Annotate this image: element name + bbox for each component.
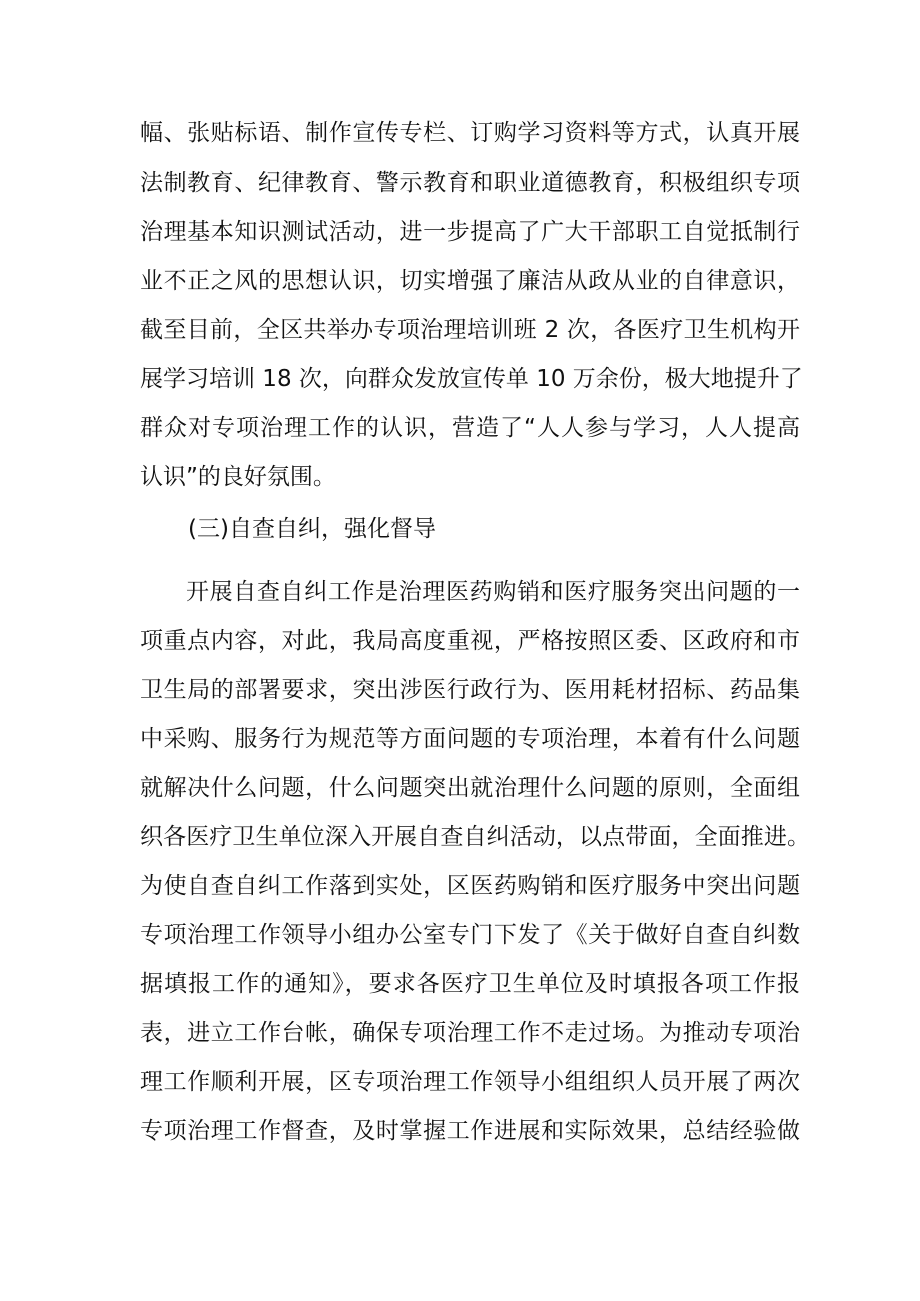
paragraph-2-line-5	[0, 764, 920, 812]
paragraph-2-line-11	[0, 1058, 920, 1106]
paragraph-1-line-4	[0, 257, 920, 305]
text-line: 专项治理工作督查，及时掌握工作进展和实际效果，总结经验做	[140, 1118, 800, 1144]
paragraph-1-line-5	[0, 306, 920, 354]
text-line: 治理基本知识测试活动，进一步提高了广大干部职工自觉抵制行	[140, 219, 800, 245]
paragraph-1-line-6	[0, 355, 920, 403]
paragraph-2-line-4	[0, 715, 920, 763]
text-line: 中采购、服务行为规范等方面问题的专项治理，本着有什么问题	[140, 726, 800, 752]
paragraph-1-line-8	[0, 453, 920, 501]
text-line: 幅、张贴标语、制作宣传专栏、订购学习资料等方式，认真开展	[140, 120, 800, 146]
text-line: 法制教育、纪律教育、警示教育和职业道德教育，积极组织专项	[140, 170, 800, 196]
text-line: 认识”的良好氛围。	[140, 464, 336, 490]
paragraph-1-line-2	[0, 159, 920, 207]
paragraph-2-line-2	[0, 617, 920, 665]
section-heading	[0, 505, 920, 553]
text-line: 项重点内容，对此，我局高度重视，严格按照区委、区政府和市	[140, 628, 800, 654]
paragraph-2-line-8	[0, 911, 920, 959]
paragraph-1-line-7	[0, 404, 920, 452]
text-line: 织各医疗卫生单位深入开展自查自纠活动，以点带面，全面推进。	[140, 824, 810, 850]
text-line: 开展自查自纠工作是治理医药购销和医疗服务突出问题的一	[186, 579, 800, 605]
text-line: 截至目前，全区共举办专项治理培训班 2 次，各医疗卫生机构开	[140, 317, 800, 343]
text-line: 表，进立工作台帐，确保专项治理工作不走过场。为推动专项治	[140, 1020, 800, 1046]
paragraph-2-line-3	[0, 666, 920, 714]
paragraph-2-line-9	[0, 960, 920, 1008]
text-line: 群众对专项治理工作的认识，营造了“人人参与学习，人人提高	[140, 415, 800, 441]
text-line: 理工作顺利开展，区专项治理工作领导小组组织人员开展了两次	[140, 1069, 800, 1095]
text-line: 专项治理工作领导小组办公室专门下发了《关于做好自查自纠数	[140, 922, 800, 948]
text-line: 业不正之风的思想认识，切实增强了廉洁从政从业的自律意识，	[140, 268, 800, 294]
paragraph-2-line-10	[0, 1009, 920, 1057]
text-line: 据填报工作的通知》，要求各医疗卫生单位及时填报各项工作报	[140, 971, 800, 997]
text-line: 就解决什么问题，什么问题突出就治理什么问题的原则，全面组	[140, 775, 800, 801]
paragraph-1-line-1	[0, 109, 920, 157]
paragraph-2-line-7	[0, 862, 920, 910]
text-line: 卫生局的部署要求，突出涉医行政行为、医用耗材招标、药品集	[140, 677, 800, 703]
text-line: 展学习培训 18 次，向群众发放宣传单 10 万余份，极大地提升了	[140, 366, 803, 392]
section-heading-text: (三)自查自纠，强化督导	[188, 516, 436, 542]
text-line: 为使自查自纠工作落到实处，区医药购销和医疗服务中突出问题	[140, 873, 800, 899]
paragraph-2-line-1	[0, 568, 920, 616]
paragraph-1-line-3	[0, 208, 920, 256]
paragraph-2-line-12	[0, 1107, 920, 1155]
paragraph-2-line-6	[0, 813, 920, 861]
